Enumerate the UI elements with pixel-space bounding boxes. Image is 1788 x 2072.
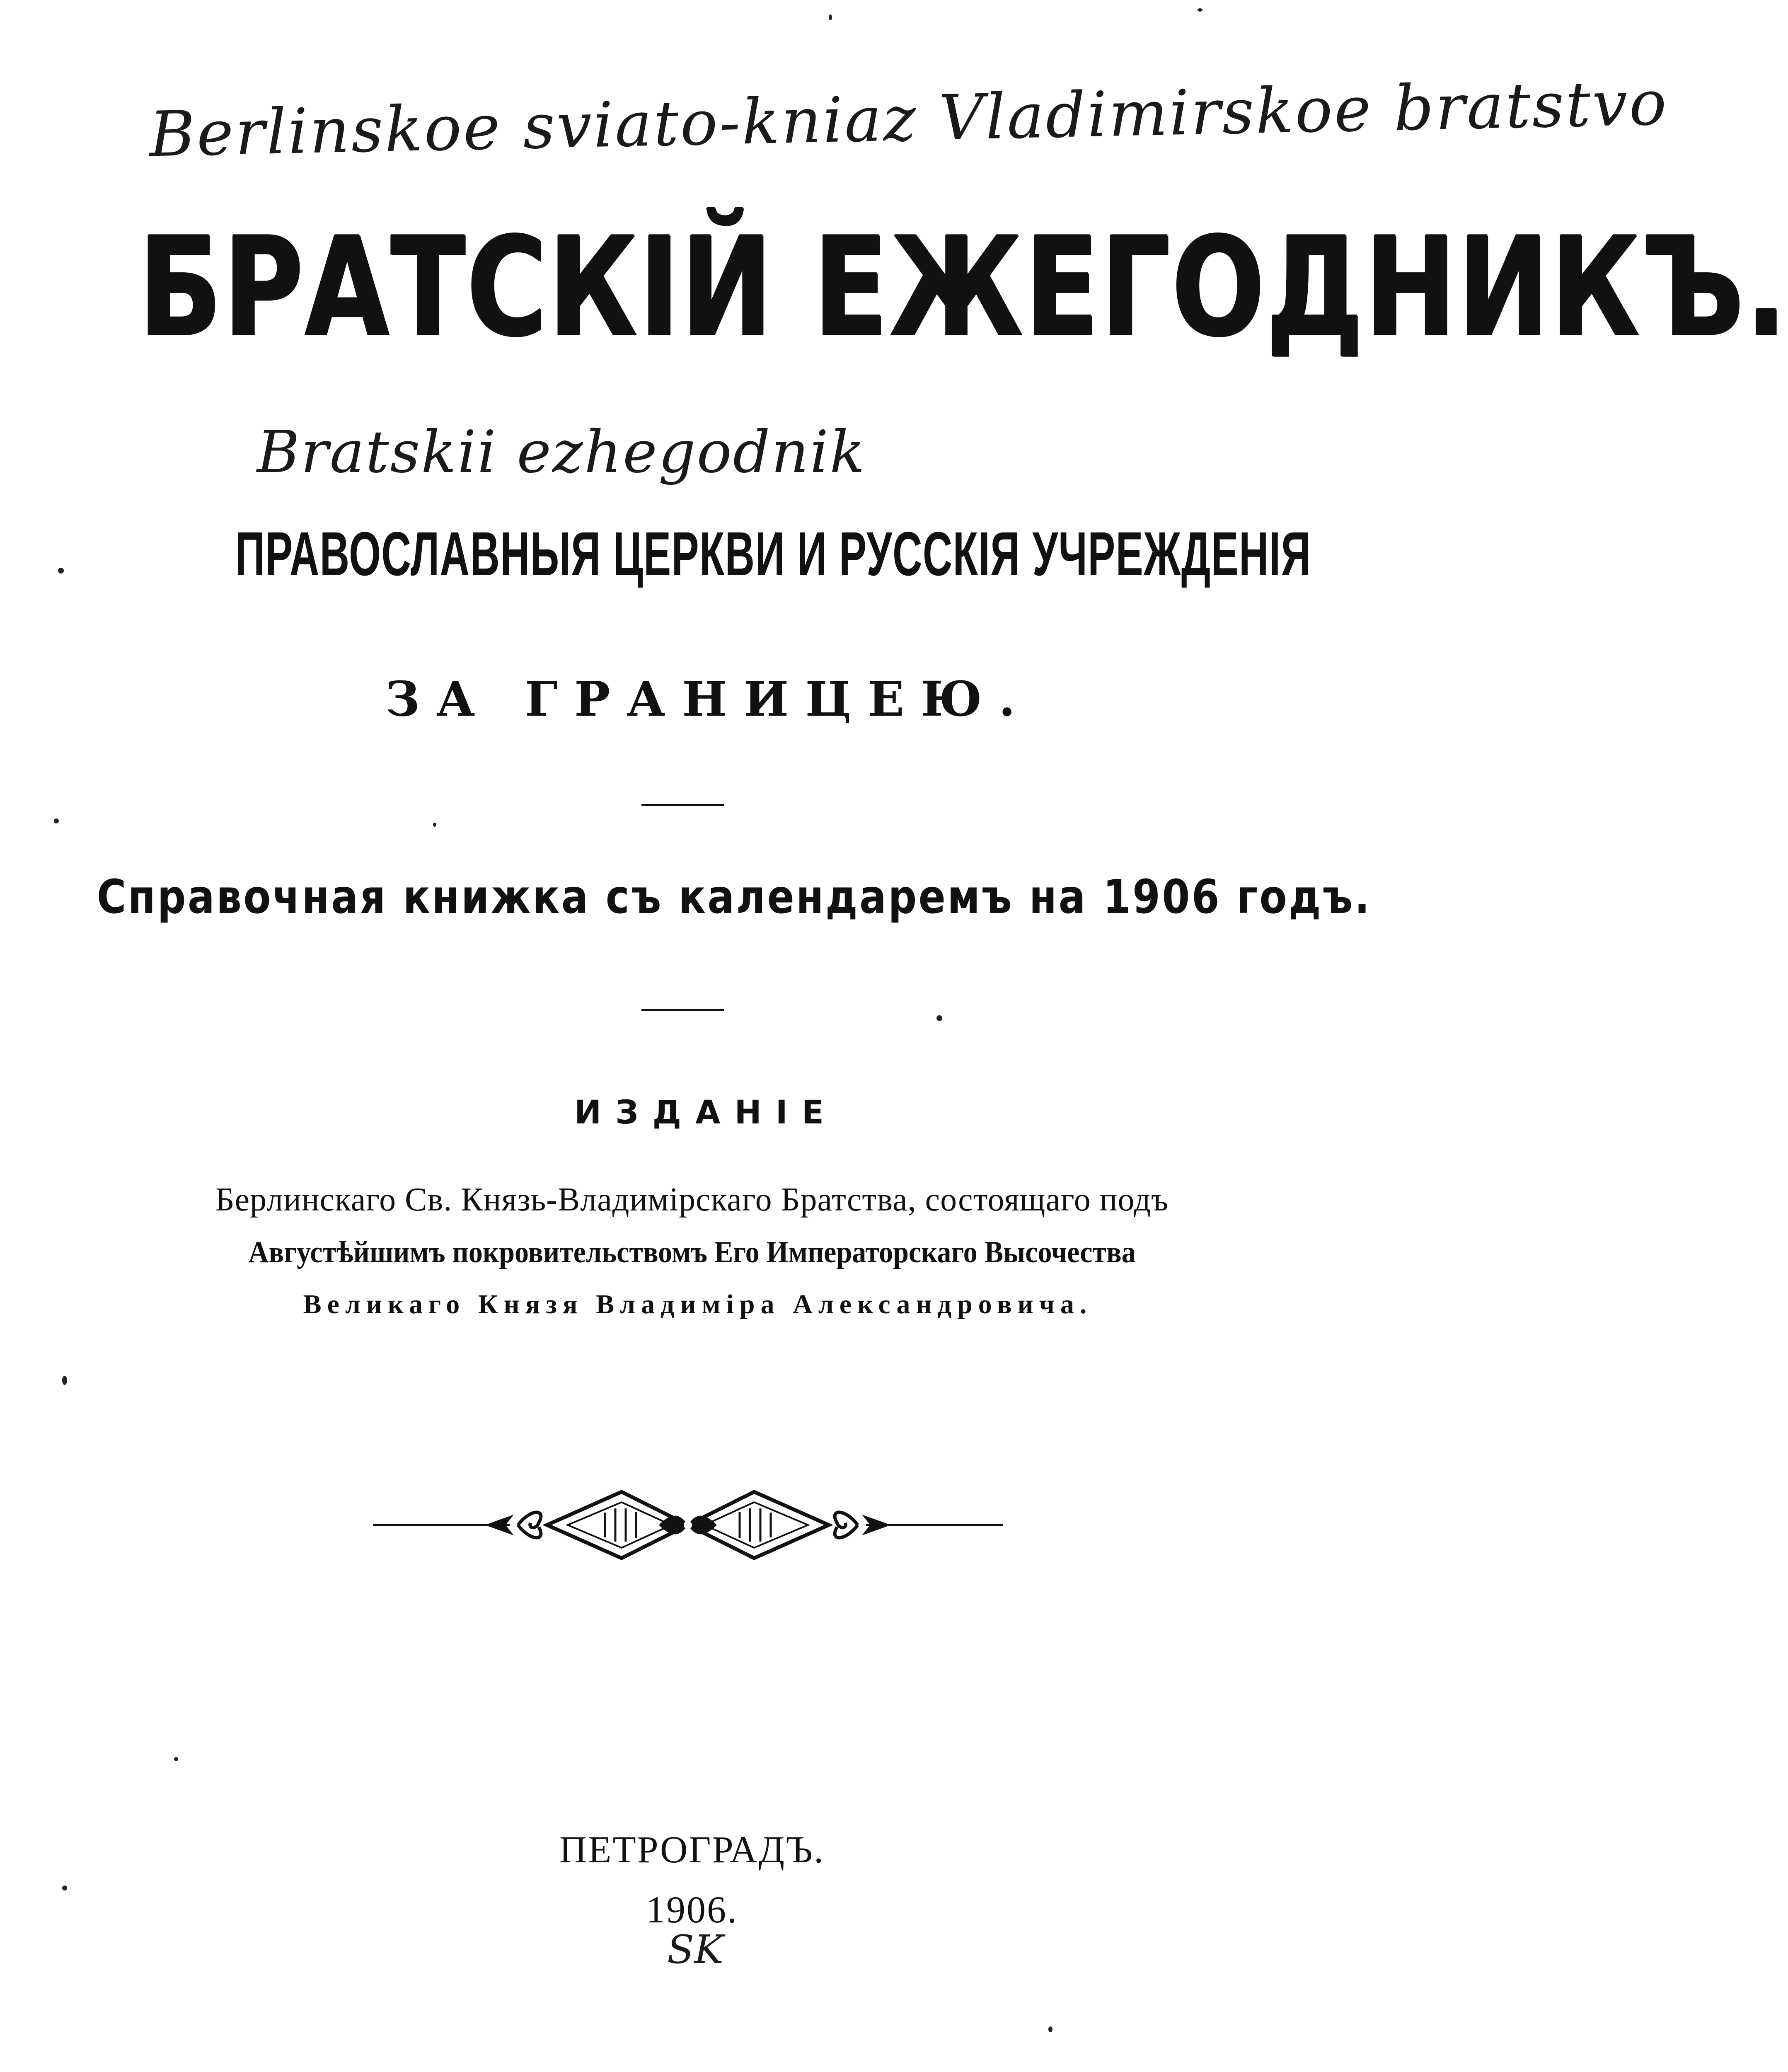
- handwritten-romanized-publisher: Berlinskoe sviato-kniaz Vladimirskoe bratstvo: [148, 67, 1669, 171]
- publisher-line: Великаго Князя Владиміра Александровича.: [303, 1289, 1093, 1319]
- imprint-year: 1906.: [646, 1888, 738, 1931]
- subtitle-abroad: ЗА ГРАНИЦЕЮ.: [385, 671, 1032, 727]
- publisher-line: Августѣйшимъ покровительствомъ Его Императорскаго Высочества: [248, 1235, 1136, 1269]
- handwritten-romanized-title: Bratskii ezhegodnik: [257, 419, 866, 486]
- handwritten-shelf-code: SK: [667, 1927, 724, 1973]
- publisher-line: Берлинскаго Св. Князь-Владимірскаго Братства, состоящаго подъ: [215, 1181, 1169, 1218]
- scan-speck: [174, 1757, 178, 1761]
- scan-speck: [62, 1376, 67, 1385]
- fleuron-ornament-icon: [373, 1484, 1003, 1566]
- scan-speck: [936, 1015, 942, 1021]
- reference-line: Справочная книжка съ календаремъ на 1906 годъ.: [97, 870, 1372, 924]
- edition-label: ИЗДАНІЕ: [574, 1094, 838, 1131]
- scan-speck: [1048, 2026, 1052, 2032]
- scan-speck: [433, 823, 436, 827]
- subtitle: ПРАВОСЛАВНЫЯ ЦЕРКВИ И РУССКІЯ УЧРЕЖДЕНІЯ: [235, 519, 1311, 588]
- scan-speck: [829, 15, 832, 20]
- divider-rule: [641, 1009, 724, 1011]
- scan-speck: [58, 568, 64, 574]
- imprint-city: ПЕТРОГРАДЪ.: [559, 1828, 825, 1871]
- scan-speck: [62, 1886, 67, 1890]
- scan-speck: [1198, 8, 1202, 12]
- main-title: БРАТСКІЙ ЕЖЕГОДНИКЪ.: [138, 207, 1788, 366]
- divider-rule: [641, 804, 724, 806]
- scan-speck: [54, 818, 59, 823]
